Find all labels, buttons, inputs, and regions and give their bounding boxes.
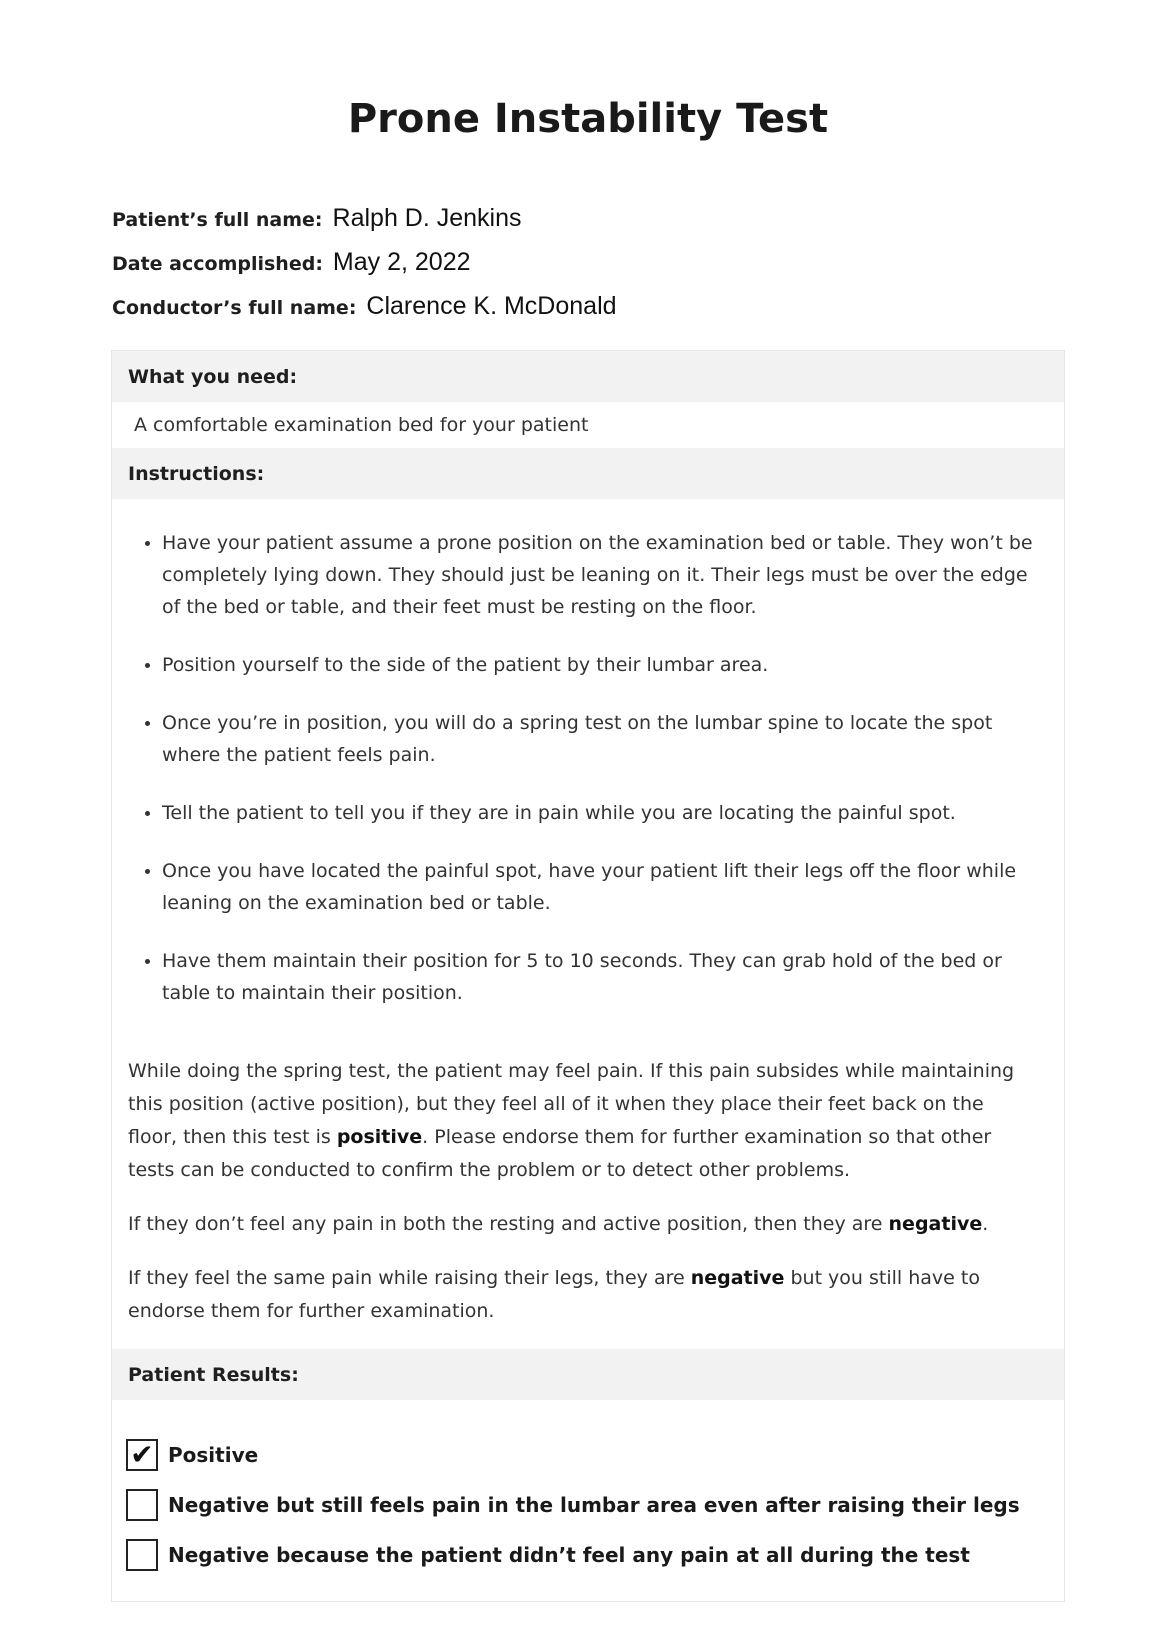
positive-emphasis: positive [336, 1126, 423, 1148]
interpretation-paragraph [128, 1055, 1050, 1187]
checkbox-positive[interactable] [126, 1439, 158, 1471]
checkbox-negative-no-pain[interactable] [126, 1539, 158, 1571]
paragraph-text: but you still have to endorse them for further examination. [128, 1267, 980, 1322]
results-options [112, 1400, 1064, 1580]
patient-name-label: Patient’s full name: [112, 209, 323, 231]
paragraph-text: . Please endorse them for further examination so that other tests can be conducted to confirm the problem or to detect other problems. [128, 1126, 992, 1181]
result-option-negative-pain[interactable] [126, 1480, 1048, 1530]
interpretation-block [112, 1035, 1064, 1328]
result-label: Negative because the patient didn’t feel any pain at all during the test [168, 1543, 970, 1567]
paragraph-text: If they don’t feel any pain in both the resting and active position, then they are [128, 1213, 889, 1235]
check-mark-icon: ✔ [130, 1438, 154, 1471]
date-row [112, 248, 1062, 292]
paragraph-text: . [982, 1213, 989, 1235]
checkbox-negative-pain[interactable] [126, 1489, 158, 1521]
date-value[interactable]: May 2, 2022 [332, 248, 471, 276]
result-label: Negative but still feels pain in the lumbar area even after raising their legs [168, 1493, 1020, 1517]
instruction-step: • Tell the patient to tell you if they are in pain while you are locating the painful spot. [162, 797, 1044, 829]
result-option-negative-no-pain[interactable] [126, 1530, 1048, 1580]
what-you-need-text: A comfortable examination bed for your patient [134, 414, 589, 436]
conductor-row [112, 292, 1062, 336]
what-you-need-header: What you need: [112, 351, 1064, 402]
negative-emphasis: negative [888, 1213, 983, 1235]
paragraph-text: If they feel the same pain while raising their legs, they are [128, 1267, 691, 1289]
instruction-steps [128, 527, 1044, 1009]
patient-name-row [112, 204, 1062, 248]
date-label: Date accomplished: [112, 253, 323, 275]
negative-emphasis: negative [690, 1267, 785, 1289]
instruction-step: • Once you have located the painful spot, have your patient lift their legs off the floor while leaning on the examination bed or table. [162, 855, 1044, 919]
page-title: Prone Instability Test [347, 96, 829, 142]
instructions-header: Instructions: [112, 448, 1064, 499]
result-option-positive[interactable] [126, 1430, 1048, 1480]
results-header: Patient Results: [112, 1349, 1064, 1400]
instruction-step: • Position yourself to the side of the patient by their lumbar area. [162, 649, 1044, 681]
patient-name-value[interactable]: Ralph D. Jenkins [332, 204, 522, 232]
paragraph-text: While doing the spring test, the patient may feel pain. If this pain subsides while maintaining this position (active position), but they feel all of it when they place their feet back on the floor, then this test is [128, 1060, 1015, 1148]
test-form [111, 350, 1065, 1602]
instructions-body [112, 499, 1064, 1009]
patient-info [112, 204, 1062, 336]
instruction-step: • Have your patient assume a prone position on the examination bed or table. They won’t be completely lying down. They should just be leaning on it. Their legs must be over the edge of the bed or table, and their feet must be resting on the floor. [162, 527, 1044, 623]
conductor-value[interactable]: Clarence K. McDonald [366, 292, 617, 320]
conductor-label: Conductor’s full name: [112, 297, 357, 319]
interpretation-paragraph [128, 1208, 1050, 1241]
result-label: Positive [168, 1443, 259, 1467]
instruction-step: • Once you’re in position, you will do a spring test on the lumbar spine to locate the spot where the patient feels pain. [162, 707, 1044, 771]
instruction-step: • Have them maintain their position for 5 to 10 seconds. They can grab hold of the bed or table to maintain their position. [162, 945, 1044, 1009]
interpretation-paragraph [128, 1262, 1050, 1328]
